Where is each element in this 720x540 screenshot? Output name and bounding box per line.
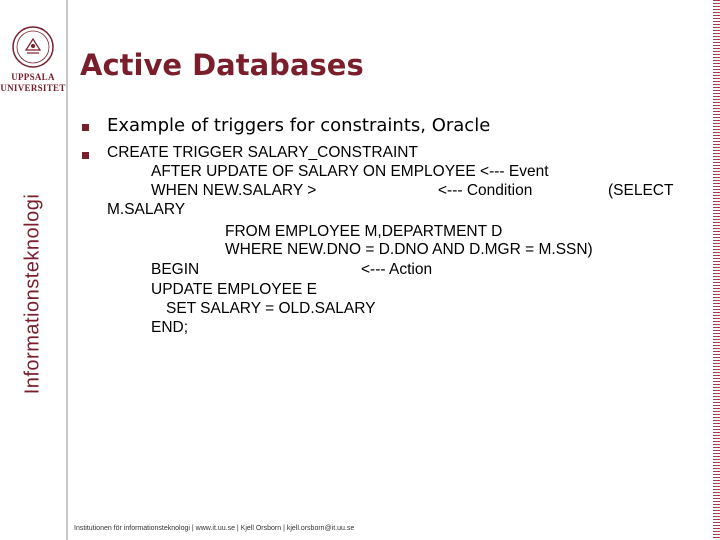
university-name-line2: UNIVERSITET	[0, 83, 66, 93]
slide-title: Active Databases	[80, 48, 364, 82]
code-line-8: UPDATE EMPLOYEE E	[151, 281, 317, 298]
code-line-6: WHERE NEW.DNO = D.DNO AND D.MGR = M.SSN)	[225, 241, 593, 258]
footer-text: Institutionen för informationsteknologi | www.it.uu.se | Kjell Orsborn | kjell.orsborn@it.uu.se	[74, 525, 355, 532]
code-line-7b: <--- Action	[361, 261, 433, 278]
code-line-3c: (SELECT	[608, 182, 674, 199]
university-name-line1: UPPSALA	[11, 72, 55, 82]
code-line-3b: <--- Condition	[438, 182, 533, 199]
code-line-7a: BEGIN	[151, 261, 200, 278]
sidebar	[0, 0, 68, 540]
department-vertical-label: Informationsteknologi	[21, 193, 44, 395]
code-line-1: CREATE TRIGGER SALARY_CONSTRAINT	[107, 144, 418, 161]
code-line-3a: WHEN NEW.SALARY >	[151, 182, 317, 199]
bullet-text-1: Example of triggers for constraints, Oracle	[107, 115, 491, 136]
code-line-5: FROM EMPLOYEE M,DEPARTMENT D	[225, 223, 503, 240]
bullet-marker-2	[82, 152, 89, 159]
bullet-marker-1	[82, 124, 89, 131]
university-seal-icon	[12, 26, 54, 68]
code-line-2: AFTER UPDATE OF SALARY ON EMPLOYEE <--- Event	[151, 163, 549, 180]
code-line-10: END;	[151, 319, 189, 336]
code-line-4: M.SALARY	[107, 201, 186, 218]
code-line-9: SET SALARY = OLD.SALARY	[166, 300, 376, 317]
decorative-edge	[713, 0, 720, 540]
